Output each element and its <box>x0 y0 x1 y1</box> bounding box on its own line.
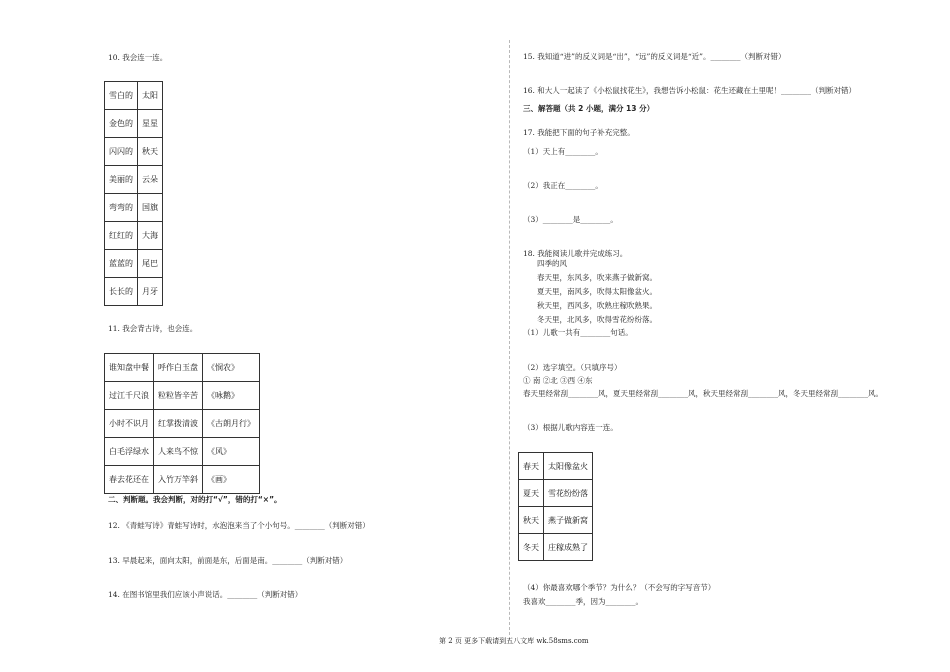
table-cell: 《古朗月行》 <box>203 410 260 438</box>
q13: 13. 早晨起来，面向太阳，前面是东，后面是南。________（判断对错） <box>108 556 348 565</box>
table-cell: 人来鸟不惊 <box>154 438 203 466</box>
q18-sub1: （1）儿歌一共有________句话。 <box>523 328 633 337</box>
poem-line: 秋天里，西风多，吹熟庄稼吹熟果。 <box>537 301 657 310</box>
q18-match-row <box>519 534 593 561</box>
poem-line: 冬天里，北风多，吹得雪花纷纷落。 <box>537 315 657 324</box>
q18-sub2-title: （2）选字填空。（只填序号） <box>523 363 622 372</box>
table-cell: 入竹万竿斜 <box>154 466 203 494</box>
q10-title: 10. 我会连一连。 <box>108 53 168 62</box>
q18-title: 18. 我能阅读儿歌并完成练习。 <box>523 249 628 258</box>
q17-item-1: （1）天上有________。 <box>523 147 603 156</box>
table-cell: 月牙 <box>138 278 163 306</box>
q10-row <box>105 166 163 194</box>
poem-title: 四季的风 <box>537 259 567 268</box>
q10-row <box>105 82 163 110</box>
table-cell: 蓝蓝的 <box>105 250 138 278</box>
q10-row <box>105 138 163 166</box>
table-cell: 雪花纷纷落 <box>544 480 593 507</box>
table-cell: 呼作白玉盘 <box>154 354 203 382</box>
q18-match-table <box>518 452 593 561</box>
q11-row <box>105 438 260 466</box>
q18-match-row <box>519 453 593 480</box>
q11-row <box>105 354 260 382</box>
table-cell: 粒粒皆辛苦 <box>154 382 203 410</box>
table-cell: 雪白的 <box>105 82 138 110</box>
q17-item-2: （2）我正在________。 <box>523 181 603 190</box>
q11-table <box>104 353 260 494</box>
section3-heading: 三、解答题（共 2 小题，满分 13 分） <box>523 104 655 113</box>
table-cell: 太阳 <box>138 82 163 110</box>
q18-sub3-title: （3）根据儿歌内容连一连。 <box>523 423 618 432</box>
section2-heading: 二、判断题。我会判断，对的打“√”，错的打“×”。 <box>108 495 282 504</box>
table-cell: 星星 <box>138 110 163 138</box>
q17-title: 17. 我能把下面的句子补充完整。 <box>523 128 635 137</box>
q15: 15. 我知道“进”的反义词是“出”，“远”的反义词是“近”。________（判断对错） <box>523 52 786 61</box>
table-cell: 《悯农》 <box>203 354 260 382</box>
table-cell: 弯弯的 <box>105 194 138 222</box>
q17-item-3: （3）________是________。 <box>523 215 618 224</box>
table-cell: 闪闪的 <box>105 138 138 166</box>
q18-match-row <box>519 507 593 534</box>
table-cell: 云朵 <box>138 166 163 194</box>
table-cell: 冬天 <box>519 534 544 561</box>
q18-sub4-title: （4）你最喜欢哪个季节？为什么？（不会写的字写音节） <box>523 583 716 592</box>
table-cell: 过江千尺浪 <box>105 382 154 410</box>
table-cell: 谁知盘中餐 <box>105 354 154 382</box>
table-cell: 庄稼成熟了 <box>544 534 593 561</box>
q16: 16. 和大人一起读了《小松鼠找花生》，我想告诉小松鼠：花生还藏在土里呢！________（判断对错） <box>523 86 857 95</box>
q18-poem <box>537 257 657 327</box>
q12: 12. 《青蛙写诗》青蛙写诗时，水泡泡来当了个小句号。________（判断对错） <box>108 521 370 530</box>
table-cell: 《咏鹅》 <box>203 382 260 410</box>
table-cell: 秋天 <box>138 138 163 166</box>
table-cell: 长长的 <box>105 278 138 306</box>
q10-row <box>105 278 163 306</box>
page-footer: 第 2 页 更多下载请到五八文库 wk.58sms.com <box>439 637 589 645</box>
table-cell: 《风》 <box>203 438 260 466</box>
table-cell: 秋天 <box>519 507 544 534</box>
table-cell: 尾巴 <box>138 250 163 278</box>
table-cell: 夏天 <box>519 480 544 507</box>
q18-match-row <box>519 480 593 507</box>
table-cell: 红掌拨清波 <box>154 410 203 438</box>
q11-title: 11. 我会背古诗，也会连。 <box>108 324 198 333</box>
table-cell: 太阳像盆火 <box>544 453 593 480</box>
q11-row <box>105 466 260 494</box>
q18-sub4-line: 我喜欢________季，因为________。 <box>523 597 643 606</box>
q10-row <box>105 250 163 278</box>
poem-line: 春天里，东风多，吹来燕子做新窝。 <box>537 273 657 282</box>
table-cell: 春天 <box>519 453 544 480</box>
table-cell: 大海 <box>138 222 163 250</box>
table-cell: 燕子做新窝 <box>544 507 593 534</box>
table-cell: 小时不识月 <box>105 410 154 438</box>
column-divider <box>509 40 510 640</box>
table-cell: 春去花还在 <box>105 466 154 494</box>
table-cell: 红红的 <box>105 222 138 250</box>
q10-table <box>104 81 163 306</box>
table-cell: 《画》 <box>203 466 260 494</box>
q18-sub2-line: 春天里经常刮________风，夏天里经常刮________风，秋天里经常刮________风，冬天里经常刮________风。 <box>523 389 883 398</box>
q11-row <box>105 382 260 410</box>
q14: 14. 在图书馆里我们应该小声说话。________（判断对错） <box>108 590 303 599</box>
q10-row <box>105 110 163 138</box>
q10-row <box>105 194 163 222</box>
q18-sub2-options: ① 南 ②北 ③西 ④东 <box>523 376 593 385</box>
q10-row <box>105 222 163 250</box>
table-cell: 金色的 <box>105 110 138 138</box>
table-cell: 美丽的 <box>105 166 138 194</box>
table-cell: 白毛浮绿水 <box>105 438 154 466</box>
q11-row <box>105 410 260 438</box>
table-cell: 国旗 <box>138 194 163 222</box>
poem-line: 夏天里，南风多，吹得太阳像盆火。 <box>537 287 657 296</box>
